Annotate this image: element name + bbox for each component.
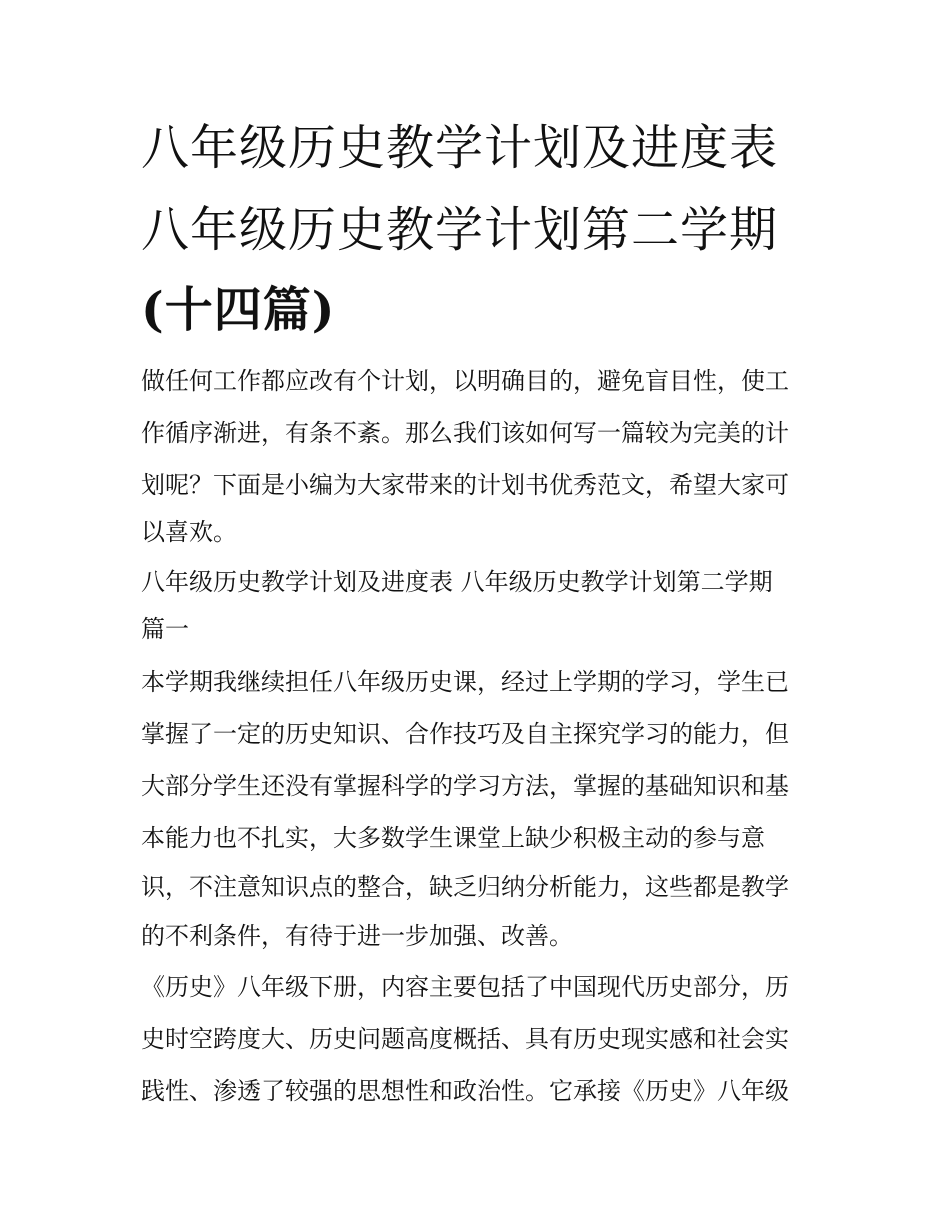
paragraph-1-line-5: 识，不注意知识点的整合，缺乏归纳分析能力，这些都是教学 (141, 873, 789, 901)
paragraph-1-line-6: 的不利条件，有待于进一步加强、改善。 (141, 922, 573, 950)
paragraph-2-line-2: 史时空跨度大、历史问题高度概括、具有历史现实感和社会实 (141, 1025, 789, 1053)
intro-line-3: 划呢？下面是小编为大家带来的计划书优秀范文，希望大家可 (141, 471, 789, 499)
document-title-line-1: 八年级历史教学计划及进度表 (141, 120, 779, 176)
paragraph-1-line-4: 本能力也不扎实，大多数学生课堂上缺少积极主动的参与意 (141, 824, 765, 852)
paragraph-1-line-1: 本学期我继续担任八年级历史课，经过上学期的学习，学生已 (141, 668, 789, 696)
paragraph-2-line-1: 《历史》八年级下册，内容主要包括了中国现代历史部分，历 (141, 973, 789, 1001)
paragraph-1-line-3: 大部分学生还没有掌握科学的学习方法，掌握的基础知识和基 (141, 772, 789, 800)
intro-line-1: 做任何工作都应改有个计划，以明确目的，避免盲目性，使工 (141, 367, 789, 395)
intro-line-2: 作循序渐进，有条不紊。那么我们该如何写一篇较为完美的计 (141, 419, 789, 447)
section-heading-line-1: 八年级历史教学计划及进度表 八年级历史教学计划第二学期 (141, 568, 773, 596)
section-heading-line-2: 篇一 (141, 615, 189, 643)
paragraph-1-line-2: 掌握了一定的历史知识、合作技巧及自主探究学习的能力，但 (141, 720, 789, 748)
document-title-line-2: 八年级历史教学计划第二学期 (141, 202, 779, 258)
paragraph-2-line-3: 践性、渗透了较强的思想性和政治性。它承接《历史》八年级 (141, 1077, 789, 1105)
document-title-line-3: (十四篇) (141, 282, 336, 338)
intro-line-4: 以喜欢。 (141, 518, 237, 546)
